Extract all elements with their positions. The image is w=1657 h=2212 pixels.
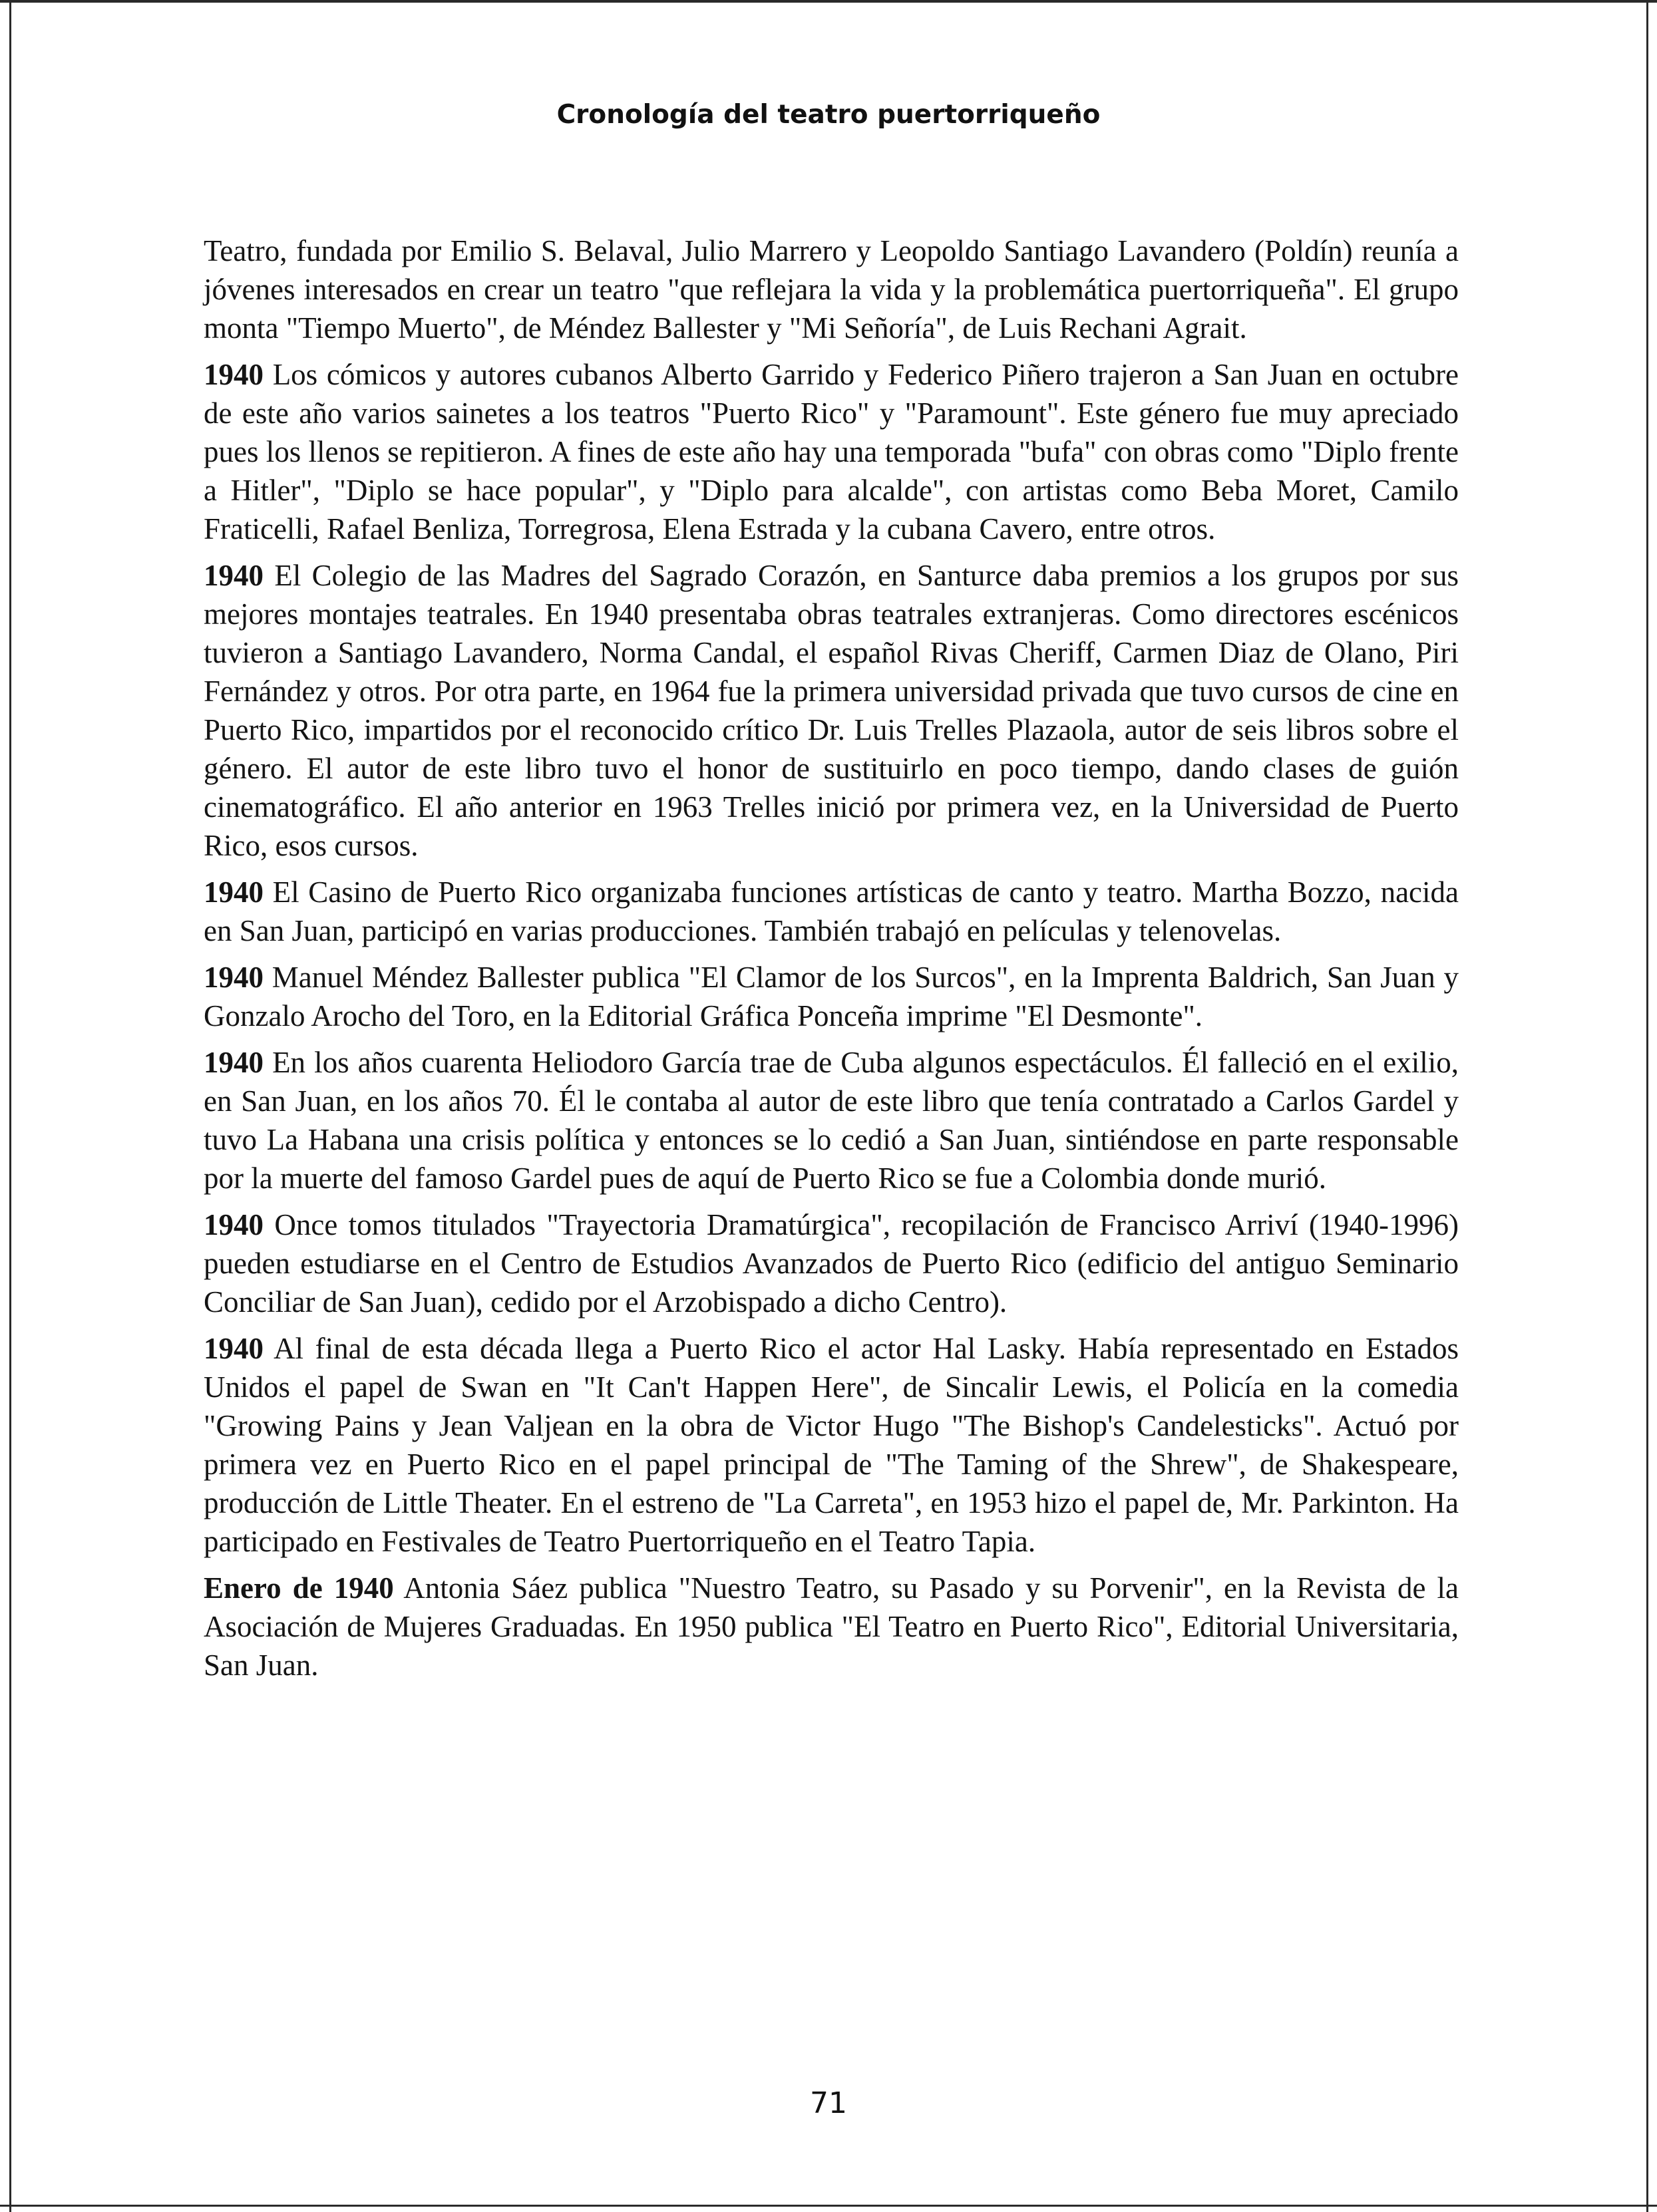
paragraph-text: Al final de esta década llega a Puerto Rico el actor Hal Lasky. Había representado en Estados Unidos el papel de Swan en "It Can't Happen Here", de Sincalir Lewis, el Policía en la comedia "Growing Pains y Jean Valjean en la obra de Victor Hugo "The Bishop's Candelesticks". Actuó por primera vez en Puerto Rico en el papel principal de "The Taming of the Shrew", de Shakespeare, producción de Little Theater. En el estreno de "La Carreta", en 1953 hizo el papel de, Mr. Parkinton. Ha participado en Festivales de Teatro Puertorriqueño en el Teatro Tapia. [204, 1332, 1459, 1558]
paragraph [204, 1205, 1459, 1321]
paragraph-text: En los años cuarenta Heliodoro García trae de Cuba algunos espectáculos. Él falleció en el exilio, en San Juan, en los años 70. Él le contaba al autor de este libro que tenía contratado a Carlos Gardel y tuvo La Habana una crisis política y entonces se lo cedió a San Juan, sintiéndose en parte responsable por la muerte del famoso Gardel pues de aquí de Puerto Rico se fue a Colombia donde murió. [204, 1046, 1459, 1195]
paragraph-text: El Colegio de las Madres del Sagrado Corazón, en Santurce daba premios a los grupos por sus mejores montajes teatrales. En 1940 presentaba obras teatrales extranjeras. Como directores escénicos tuvieron a Santiago Lavandero, Norma Candal, el español Rivas Cheriff, Carmen Diaz de Olano, Piri Fernández y otros. Por otra parte, en 1964 fue la primera universidad privada que tuvo cursos de cine en Puerto Rico, impartidos por el reconocido crítico Dr. Luis Trelles Plazaola, autor de seis libros sobre el género. El autor de este libro tuvo el honor de sustituirlo en poco tiempo, dando clases de guión cinematográfico. El año anterior en 1963 Trelles inició por primera vez, en la Universidad de Puerto Rico, esos cursos. [204, 559, 1459, 862]
page-border-top [0, 0, 1657, 3]
paragraph-year: 1940 [204, 875, 264, 909]
paragraph-text: Once tomos titulados "Trayectoria Dramatúrgica", recopilación de Francisco Arriví (1940-1996) pueden estudiarse en el Centro de Estudios Avanzados de Puerto Rico (edificio del antiguo Seminario Conciliar de San Juan), cedido por el Arzobispado a dicho Centro). [204, 1208, 1459, 1319]
paragraph [204, 355, 1459, 548]
paragraph [204, 1329, 1459, 1561]
paragraph-text: Antonia Sáez publica "Nuestro Teatro, su Pasado y su Porvenir", en la Revista de la Asociación de Mujeres Graduadas. En 1950 publica "El Teatro en Puerto Rico", Editorial Universitaria, San Juan. [204, 1571, 1459, 1682]
paragraph [204, 556, 1459, 865]
paragraph-year: 1940 [204, 559, 264, 592]
paragraph-year: 1940 [204, 1208, 264, 1241]
page-border-left [9, 0, 11, 2212]
paragraph-year: 1940 [204, 961, 264, 994]
paragraph [204, 1569, 1459, 1684]
running-head: Cronología del teatro puertorriqueño [556, 100, 1101, 130]
page-border-bottom [0, 2205, 1657, 2207]
page-border-right [1646, 0, 1648, 2212]
paragraph-text: El Casino de Puerto Rico organizaba funciones artísticas de canto y teatro. Martha Bozzo, nacida en San Juan, participó en varias producciones. También trabajó en películas y telenovelas. [204, 875, 1459, 947]
body-text [204, 232, 1459, 1692]
paragraph-text: Manuel Méndez Ballester publica "El Clamor de los Surcos", en la Imprenta Baldrich, San Juan y Gonzalo Arocho del Toro, en la Editorial Gráfica Ponceña imprime "El Desmonte". [204, 961, 1459, 1032]
paragraph-year: Enero de 1940 [204, 1571, 394, 1605]
paragraph-year: 1940 [204, 1332, 264, 1365]
paragraph [204, 958, 1459, 1035]
paragraph-text: Los cómicos y autores cubanos Alberto Garrido y Federico Piñero trajeron a San Juan en octubre de este año varios sainetes a los teatros "Puerto Rico" y "Paramount". Este género fue muy apreciado pues los llenos se repitieron. A fines de este año hay una temporada "bufa" con obras como "Diplo frente a Hitler", "Diplo se hace popular", y "Diplo para alcalde", con artistas como Beba Moret, Camilo Fraticelli, Rafael Benliza, Torregrosa, Elena Estrada y la cubana Cavero, entre otros. [204, 358, 1459, 546]
paragraph [204, 873, 1459, 950]
paragraph-year: 1940 [204, 358, 264, 391]
paragraph [204, 232, 1459, 347]
paragraph-year: 1940 [204, 1046, 264, 1079]
paragraph-text: Teatro, fundada por Emilio S. Belaval, Julio Marrero y Leopoldo Santiago Lavandero (Poldín) reunía a jóvenes interesados en crear un teatro "que reflejara la vida y la problemática puertorriqueña". El grupo monta "Tiempo Muerto", de Méndez Ballester y "Mi Señoría", de Luis Rechani Agrait. [204, 234, 1459, 345]
paragraph [204, 1043, 1459, 1197]
page-number: 71 [810, 2086, 847, 2120]
